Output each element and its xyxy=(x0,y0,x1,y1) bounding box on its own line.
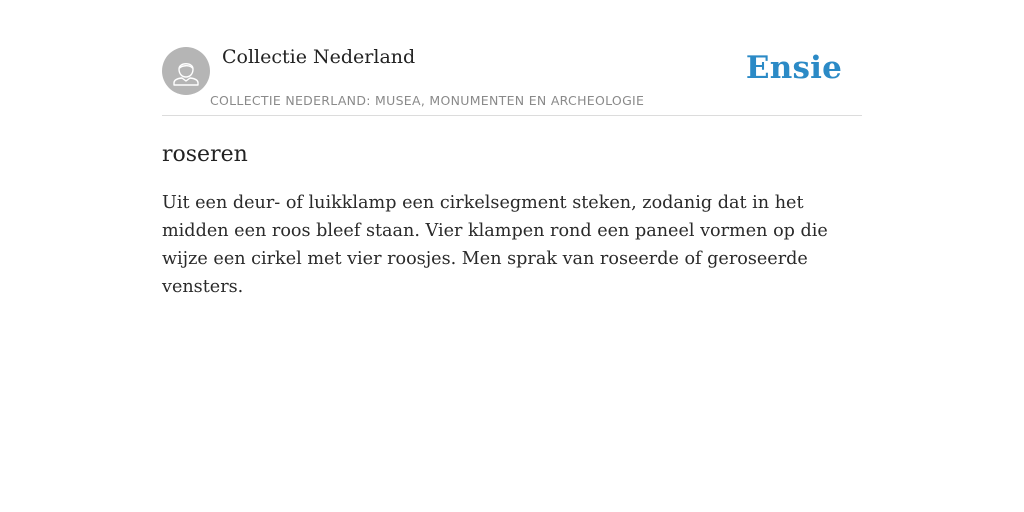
brand-logo[interactable]: Ensie xyxy=(745,50,842,86)
entry-term: roseren xyxy=(162,142,248,167)
avatar[interactable] xyxy=(162,47,210,95)
entry-definition: Uit een deur- of luikklamp een cirkelsegment steken, zodanig dat in het midden een roos bleef staan. Vier klampen rond een paneel vormen op die wijze een cirkel met vier roosjes. Men sprak van roseerde of geroseerde vensters. xyxy=(162,193,828,297)
entry-card xyxy=(162,40,862,301)
source-label[interactable]: COLLECTIE NEDERLAND: MUSEA, MONUMENTEN EN ARCHEOLOGIE xyxy=(210,93,645,108)
user-icon xyxy=(162,47,210,95)
entry-header xyxy=(162,40,862,116)
author-name[interactable]: Collectie Nederland xyxy=(222,46,416,68)
